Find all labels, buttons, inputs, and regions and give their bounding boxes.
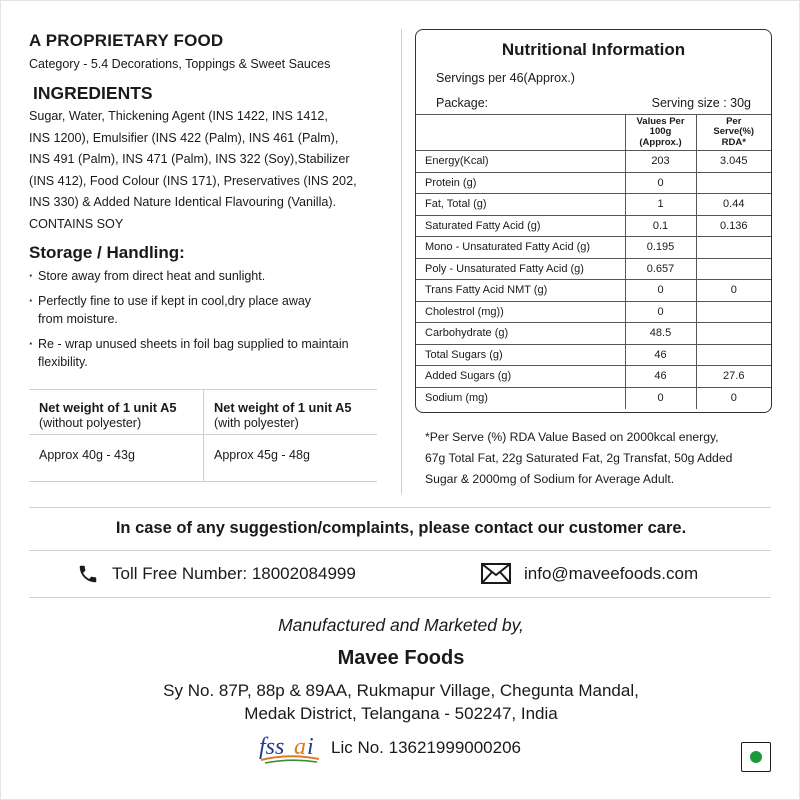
nutrient-rda: 0.136 [696, 215, 771, 237]
nutrient-value: 0 [625, 301, 696, 323]
nutrient-name: Sodium (mg) [416, 387, 625, 409]
nutrient-value: 0 [625, 387, 696, 409]
nutrient-value: 46 [625, 366, 696, 388]
package-label: Package: [436, 96, 489, 110]
rda-footnote [425, 427, 775, 490]
license-number: Lic No. 13621999000206 [331, 738, 521, 757]
column-divider [401, 29, 402, 494]
customer-care-heading: In case of any suggestion/complaints, please contact our customer care. [115, 519, 687, 537]
ingredients-line: (INS 412), Food Colour (INS 171), Preservatives (INS 202, [29, 173, 357, 188]
rda-column-header: Per Serve(%) RDA* [696, 115, 771, 151]
nutrient-value: 0.657 [625, 258, 696, 280]
ingredients-line: INS 1200), Emulsifier (INS 422 (Palm), INS 461 (Palm), [29, 130, 339, 145]
divider [29, 550, 771, 551]
nutrition-table-body [416, 151, 771, 409]
address-line: Medak District, Telangana - 502247, India [244, 704, 558, 723]
company-name: Mavee Foods [337, 647, 465, 669]
net-weight-header-without [29, 390, 203, 434]
nutrient-rda [696, 344, 771, 366]
nutrition-row [416, 280, 771, 302]
nutrition-row [416, 387, 771, 409]
nutrient-value: 0.195 [625, 237, 696, 259]
serving-size: Serving size : 30g [651, 96, 751, 110]
nutrient-name: Protein (g) [416, 172, 625, 194]
storage-bullet: · Store away from direct heat and sunlight. [29, 267, 381, 286]
nutrient-name: Poly - Unsaturated Fatty Acid (g) [416, 258, 625, 280]
left-column [29, 31, 381, 372]
nutrition-row [416, 344, 771, 366]
ingredients-line: Sugar, Water, Thickening Agent (INS 1422, INS 1412, [29, 109, 328, 123]
net-weight-subtitle: (with polyester) [214, 416, 299, 430]
nutrient-name: Energy(Kcal) [416, 151, 625, 173]
nutrient-name: Cholestrol (mg)) [416, 301, 625, 323]
nutrient-value: 46 [625, 344, 696, 366]
nutrition-row [416, 237, 771, 259]
storage-bullet: · Perfectly fine to use if kept in cool,dry place away from moisture. [29, 292, 381, 329]
nutrient-value: 48.5 [625, 323, 696, 345]
net-weight-title: Net weight of 1 unit A5 [214, 400, 352, 415]
nutrient-rda: 27.6 [696, 366, 771, 388]
net-weight-subtitle: (without polyester) [39, 416, 142, 430]
nutrient-value: 1 [625, 194, 696, 216]
nutrient-rda [696, 323, 771, 345]
nutrient-rda [696, 237, 771, 259]
values-column-header: Values Per 100g (Approx.) [625, 115, 696, 151]
svg-text:i: i [307, 734, 314, 760]
rda-footnote-line: *Per Serve (%) RDA Value Based on 2000kcal energy, [425, 430, 719, 444]
veg-mark [741, 742, 771, 772]
nutrition-title: Nutritional Information [501, 40, 686, 59]
net-weight-header-with [203, 390, 377, 434]
nutrition-panel [415, 29, 772, 413]
nutrient-rda [696, 258, 771, 280]
ingredients-heading: INGREDIENTS [33, 83, 153, 103]
nutrient-name: Saturated Fatty Acid (g) [416, 215, 625, 237]
nutrition-table-header [416, 115, 771, 151]
nutrition-row [416, 194, 771, 216]
divider [29, 507, 771, 508]
ingredients-list [29, 106, 381, 235]
nutrient-name: Added Sugars (g) [416, 366, 625, 388]
allergen-line: CONTAINS SOY [29, 216, 124, 231]
address-line: Sy No. 87P, 88p & 89AA, Rukmapur Village, Chegunta Mandal, [163, 681, 639, 700]
nutrition-row [416, 258, 771, 280]
nutrient-column-header [416, 115, 625, 151]
net-weight-title: Net weight of 1 unit A5 [39, 400, 177, 415]
svg-text:fss: fss [259, 734, 285, 760]
nutrition-row [416, 323, 771, 345]
email-contact [481, 563, 698, 584]
nutrient-rda: 0.44 [696, 194, 771, 216]
nutrition-row [416, 172, 771, 194]
net-weight-table [29, 389, 377, 482]
nutrient-value: 0.1 [625, 215, 696, 237]
nutrient-name: Carbohydrate (g) [416, 323, 625, 345]
nutrient-name: Mono - Unsaturated Fatty Acid (g) [416, 237, 625, 259]
divider [29, 597, 771, 598]
net-weight-header-row [29, 390, 377, 434]
nutrition-row [416, 215, 771, 237]
storage-heading: Storage / Handling: [29, 243, 185, 262]
ingredients-line: INS 330) & Added Nature Identical Flavouring (Vanilla). [29, 195, 337, 209]
fssai-logo [257, 730, 323, 766]
nutrient-rda [696, 301, 771, 323]
rda-footnote-line: Sugar & 2000mg of Sodium for Average Adult. [425, 472, 675, 486]
nutrition-row [416, 151, 771, 173]
nutrient-rda [696, 172, 771, 194]
divider [29, 481, 377, 482]
nutrient-name: Trans Fatty Acid NMT (g) [416, 280, 625, 302]
servings-per-package: Servings per 46(Approx.) [436, 71, 575, 85]
nutrient-value: 203 [625, 151, 696, 173]
nutrient-rda: 0 [696, 280, 771, 302]
category-text: Category - 5.4 Decorations, Toppings & Sweet Sauces [29, 57, 331, 71]
net-weight-value: Approx 45g - 48g [203, 435, 377, 481]
toll-free-contact [77, 563, 356, 585]
nutrition-table [416, 114, 771, 409]
storage-bullet: · Re - wrap unused sheets in foil bag supplied to maintain flexibility. [29, 335, 381, 372]
ingredients-line: INS 491 (Palm), INS 471 (Palm), INS 322 (Soy),Stabilizer [29, 152, 350, 166]
package-row [416, 96, 771, 110]
net-weight-value: Approx 40g - 43g [39, 448, 135, 462]
rda-footnote-line: 67g Total Fat, 22g Saturated Fat, 2g Transfat, 50g Added [425, 451, 733, 465]
nutrient-rda: 3.045 [696, 151, 771, 173]
svg-text:a: a [294, 734, 306, 760]
phone-icon [77, 563, 99, 585]
nutrient-value: 0 [625, 280, 696, 302]
product-type-title: A PROPRIETARY FOOD [29, 31, 224, 50]
nutrition-row [416, 301, 771, 323]
toll-free-number[interactable]: Toll Free Number: 18002084999 [112, 564, 356, 583]
nutrition-row [416, 366, 771, 388]
net-weight-value-row [29, 435, 377, 481]
nutrient-name: Total Sugars (g) [416, 344, 625, 366]
nutrient-value: 0 [625, 172, 696, 194]
veg-dot [750, 751, 762, 763]
nutrient-name: Fat, Total (g) [416, 194, 625, 216]
email-address[interactable]: info@maveefoods.com [524, 563, 699, 583]
nutrient-rda: 0 [696, 387, 771, 409]
mail-icon [481, 563, 511, 584]
manufactured-by-label: Manufactured and Marketed by, [278, 615, 524, 635]
